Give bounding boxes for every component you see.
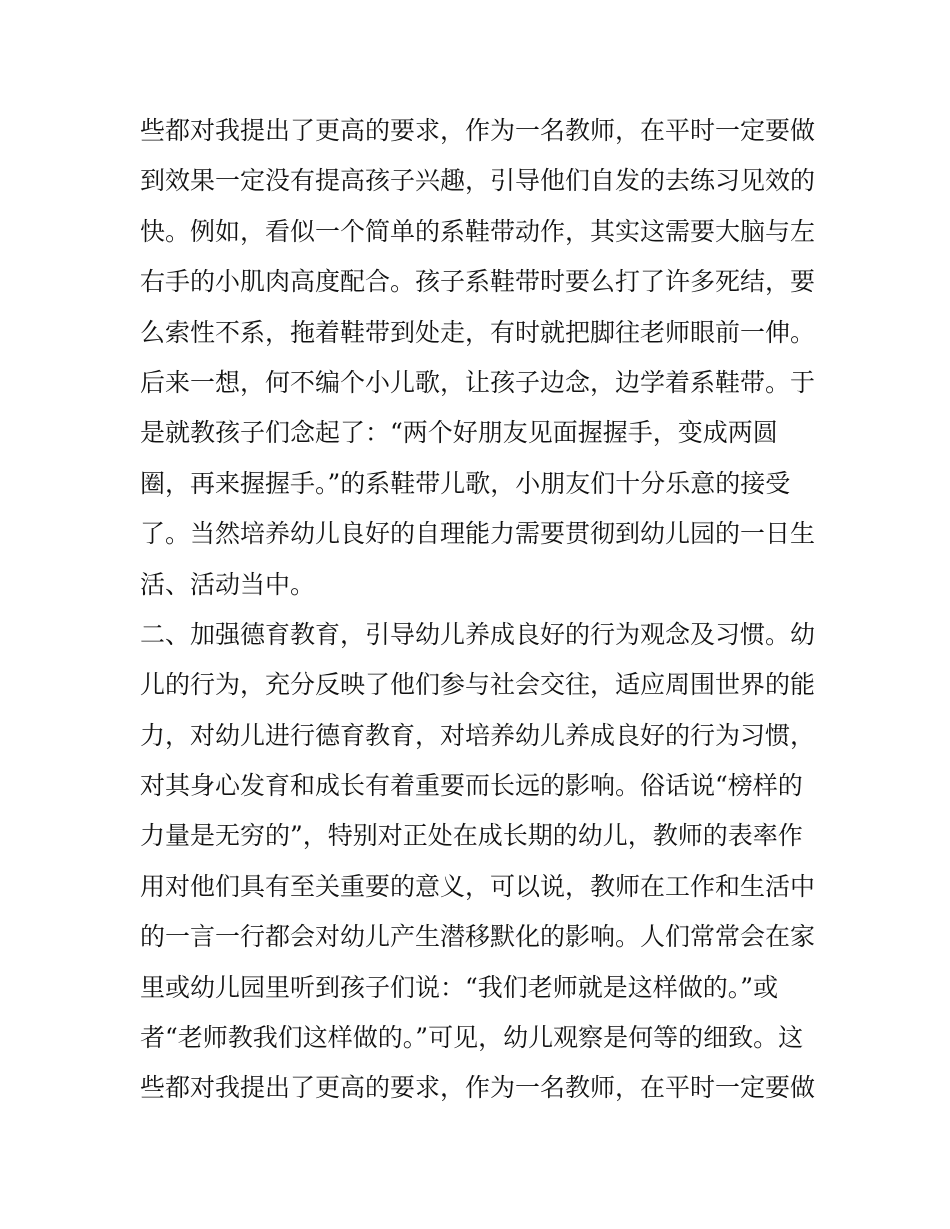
text-line: 快。例如，看似一个简单的系鞋带动作，其实这需要大脑与左 xyxy=(140,216,816,246)
text-line: 活、活动当中。 xyxy=(140,569,316,599)
text-line: 二、加强德育教育，引导幼儿养成良好的行为观念及习惯。幼 xyxy=(140,619,816,649)
text-line: 力量是无穷的”，特别对正处在成长期的幼儿，教师的表率作 xyxy=(140,821,803,851)
text-line: 对其身心发育和成长有着重要而长远的影响。俗话说“榜样的 xyxy=(140,771,803,801)
text-line: 么索性不系，拖着鞋带到处走，有时就把脚往老师眼前一伸。 xyxy=(140,317,816,347)
text-line: 圈，再来握握手。”的系鞋带儿歌，小朋友们十分乐意的接受 xyxy=(140,468,791,498)
text-line: 些都对我提出了更高的要求，作为一名教师，在平时一定要做 xyxy=(140,1073,816,1103)
body-text xyxy=(140,106,820,1114)
text-line: 了。当然培养幼儿良好的自理能力需要贯彻到幼儿园的一日生 xyxy=(140,519,816,549)
text-line: 些都对我提出了更高的要求，作为一名教师，在平时一定要做 xyxy=(140,116,816,145)
text-line: 的一言一行都会对幼儿产生潜移默化的影响。人们常常会在家 xyxy=(140,922,816,952)
text-line: 儿的行为，充分反映了他们参与社会交往，适应周围世界的能 xyxy=(140,670,816,700)
text-line: 者“老师教我们这样做的。”可见，幼儿观察是何等的细致。这 xyxy=(140,1023,804,1053)
text-line: 右手的小肌肉高度配合。孩子系鞋带时要么打了许多死结，要 xyxy=(140,267,816,297)
text-line: 到效果一定没有提高孩子兴趣，引导他们自发的去练习见效的 xyxy=(140,166,816,196)
text-line: 里或幼儿园里听到孩子们说：“我们老师就是这样做的。”或 xyxy=(140,972,779,1002)
text-line: 力，对幼儿进行德育教育，对培养幼儿养成良好的行为习惯， xyxy=(140,720,816,750)
text-line: 后来一想，何不编个小儿歌，让孩子边念，边学着系鞋带。于 xyxy=(140,367,816,397)
text-line: 是就教孩子们念起了：“两个好朋友见面握握手，变成两圆 xyxy=(140,418,778,448)
text-line: 用对他们具有至关重要的意义，可以说，教师在工作和生活中 xyxy=(140,871,816,901)
